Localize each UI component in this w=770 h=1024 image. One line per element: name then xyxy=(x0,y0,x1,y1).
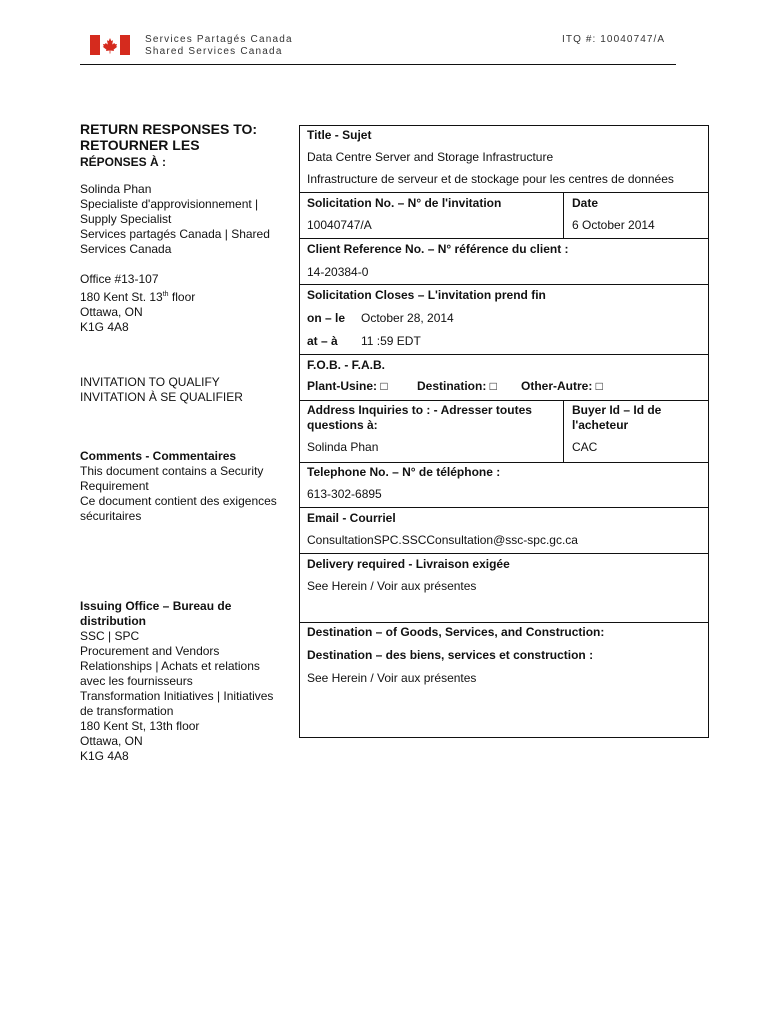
client-ref-value: 14-20384-0 xyxy=(307,265,369,279)
issuing-line: Transformation Initiatives | Initiatives xyxy=(80,689,274,703)
issuing-line: avec les fournisseurs xyxy=(80,674,193,688)
date-value: 6 October 2014 xyxy=(572,218,655,232)
org-name-fr: Services Partagés Canada xyxy=(145,34,293,45)
client-ref-label: Client Reference No. – N° référence du client : xyxy=(307,242,569,256)
contact-line: Services Canada xyxy=(80,242,172,256)
form-divider xyxy=(300,507,708,508)
form-divider xyxy=(300,354,708,355)
form-divider xyxy=(300,238,708,239)
destination-goods-label-en: Destination – of Goods, Services, and Construction: xyxy=(307,625,605,639)
contact-line: Specialiste d'approvisionnement | xyxy=(80,197,259,211)
form-divider xyxy=(300,622,708,623)
form-divider xyxy=(300,553,708,554)
return-responses-block xyxy=(80,121,295,335)
office-number: Office #13-107 xyxy=(80,272,159,286)
title-label: Title - Sujet xyxy=(307,128,372,142)
buyer-id-label-2: l'acheteur xyxy=(572,418,629,432)
closes-label: Solicitation Closes – L'invitation prend fin xyxy=(307,288,546,302)
form-divider xyxy=(300,400,708,401)
contact-line: Supply Specialist xyxy=(80,212,172,226)
issuing-heading-2: distribution xyxy=(80,614,146,628)
closes-on-value: October 28, 2014 xyxy=(361,311,454,325)
issuing-line: Relationships | Achats et relations xyxy=(80,659,260,673)
destination-goods-label-fr: Destination – des biens, services et construction : xyxy=(307,648,594,662)
office-city: Ottawa, ON xyxy=(80,305,143,319)
other-autre-checkbox[interactable]: Other-Autre: □ xyxy=(521,379,603,393)
issuing-line: 180 Kent St, 13th floor xyxy=(80,719,200,733)
issuing-line: SSC | SPC xyxy=(80,629,140,643)
form-divider xyxy=(563,400,564,462)
return-heading-3: RÉPONSES À : xyxy=(80,155,167,169)
office-address: 180 Kent St. 13th floor xyxy=(80,290,196,304)
invitation-en: INVITATION TO QUALIFY xyxy=(80,375,220,389)
comments-line: sécuritaires xyxy=(80,509,142,523)
buyer-id-value: CAC xyxy=(572,440,598,454)
solicitation-label: Solicitation No. – N° de l'invitation xyxy=(307,196,502,210)
address-inquiries-value: Solinda Phan xyxy=(307,440,379,454)
header-divider xyxy=(80,64,676,65)
comments-heading: Comments - Commentaires xyxy=(80,449,237,463)
fob-label: F.O.B. - F.A.B. xyxy=(307,358,385,372)
contact-line: Services partagés Canada | Shared xyxy=(80,227,270,241)
return-heading-1: RETURN RESPONSES TO: xyxy=(80,121,258,137)
itq-number: ITQ #: 10040747/A xyxy=(562,34,666,45)
office-postal: K1G 4A8 xyxy=(80,320,129,334)
form-divider xyxy=(300,284,708,285)
issuing-heading-1: Issuing Office – Bureau de xyxy=(80,599,232,613)
closes-at-value: 11 :59 EDT xyxy=(361,334,421,348)
issuing-line: K1G 4A8 xyxy=(80,749,129,763)
email-value[interactable]: ConsultationSPC.SSCConsultation@ssc-spc.gc.ca xyxy=(307,533,578,547)
contact-line: Solinda Phan xyxy=(80,182,152,196)
telephone-label: Telephone No. – N° de téléphone : xyxy=(307,465,501,479)
issuing-office-block xyxy=(80,599,295,764)
comments-line: Ce document contient des exigences xyxy=(80,494,277,508)
canada-flag-logo xyxy=(90,35,130,55)
org-name-en: Shared Services Canada xyxy=(145,46,283,57)
issuing-line: Ottawa, ON xyxy=(80,734,143,748)
address-inquiries-label-2: questions à: xyxy=(307,418,378,432)
return-heading-2: RETOURNER LES xyxy=(80,137,200,153)
solicitation-value: 10040747/A xyxy=(307,218,372,232)
address-inquiries-label-1: Address Inquiries to : - Adresser toutes xyxy=(307,403,532,417)
solicitation-form-box xyxy=(299,125,709,738)
plant-usine-checkbox[interactable]: Plant-Usine: □ xyxy=(307,379,388,393)
telephone-value: 613-302-6895 xyxy=(307,487,382,501)
title-fr: Infrastructure de serveur et de stockage pour les centres de données xyxy=(307,172,674,186)
form-divider xyxy=(563,192,564,238)
comments-block xyxy=(80,449,295,524)
org-name xyxy=(145,34,293,58)
buyer-id-label-1: Buyer Id – Id de xyxy=(572,403,662,417)
closes-on-label: on – le xyxy=(307,311,346,325)
invitation-block xyxy=(80,375,295,405)
destination-checkbox[interactable]: Destination: □ xyxy=(417,379,497,393)
issuing-line: de transformation xyxy=(80,704,174,718)
closes-at-label: at – à xyxy=(307,334,338,348)
date-label: Date xyxy=(572,196,599,210)
comments-line: This document contains a Security xyxy=(80,464,264,478)
form-divider xyxy=(300,462,708,463)
destination-goods-value: See Herein / Voir aux présentes xyxy=(307,671,477,685)
form-divider xyxy=(300,192,708,193)
email-label: Email - Courriel xyxy=(307,511,396,525)
invitation-fr: INVITATION À SE QUALIFIER xyxy=(80,390,243,404)
comments-line: Requirement xyxy=(80,479,149,493)
delivery-label: Delivery required - Livraison exigée xyxy=(307,557,510,571)
title-en: Data Centre Server and Storage Infrastructure xyxy=(307,150,554,164)
delivery-value: See Herein / Voir aux présentes xyxy=(307,579,477,593)
issuing-line: Procurement and Vendors xyxy=(80,644,220,658)
